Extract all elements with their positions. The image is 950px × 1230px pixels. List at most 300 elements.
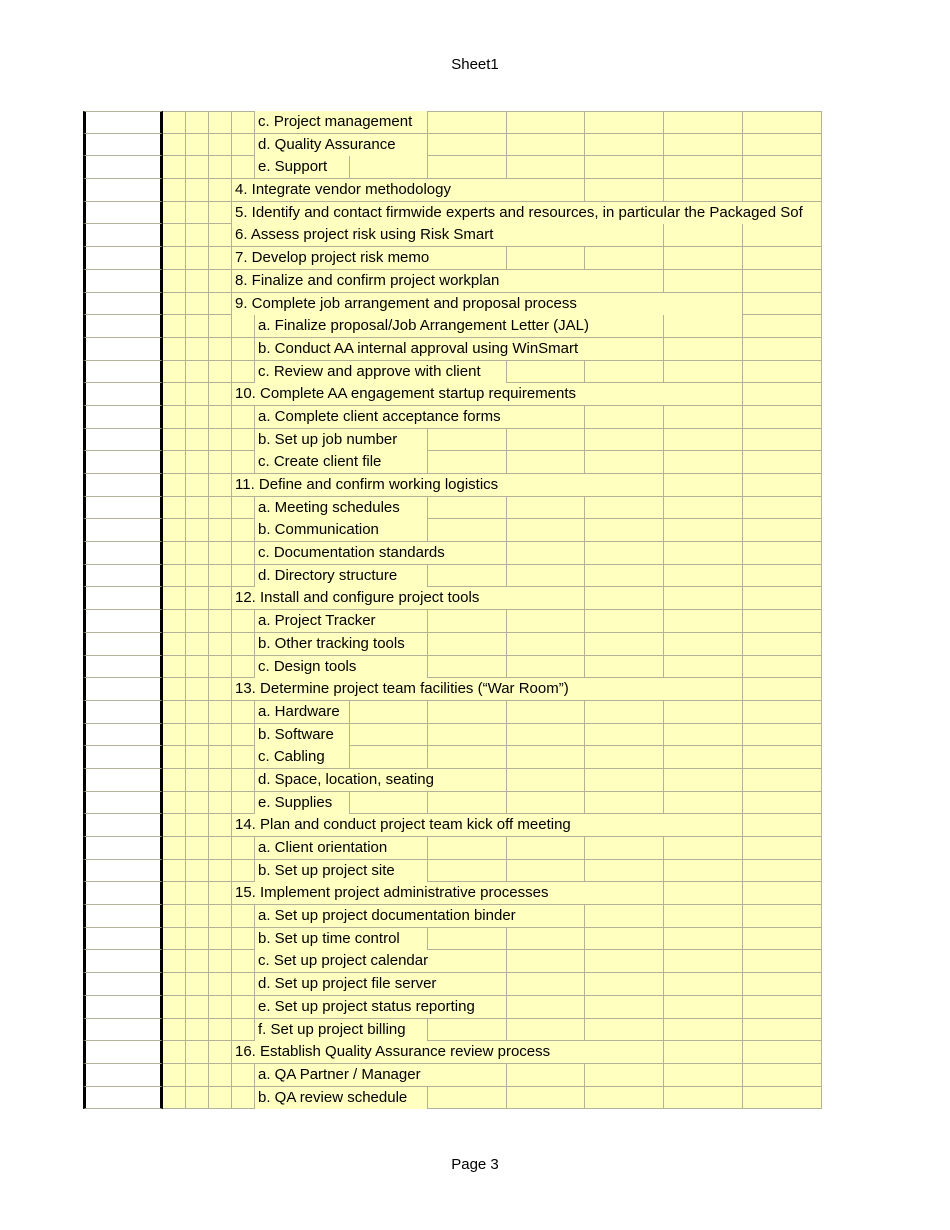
grid-cell[interactable] — [232, 565, 255, 588]
grid-cell[interactable] — [186, 610, 209, 633]
grid-cell[interactable] — [664, 837, 743, 860]
row-label-cell[interactable] — [83, 156, 163, 179]
grid-cell[interactable] — [209, 882, 232, 905]
grid-cell[interactable] — [585, 565, 664, 588]
grid-cell[interactable] — [664, 724, 743, 747]
grid-cell[interactable] — [209, 1064, 232, 1087]
row-label-cell[interactable] — [83, 361, 163, 384]
grid-cell[interactable] — [232, 156, 255, 179]
grid-cell[interactable] — [664, 247, 743, 270]
task-text-cell[interactable]: d. Directory structure — [255, 565, 427, 587]
grid-cell[interactable] — [209, 701, 232, 724]
grid-cell[interactable] — [209, 769, 232, 792]
task-text-cell[interactable]: d. Space, location, seating — [255, 769, 506, 791]
grid-cell[interactable] — [209, 565, 232, 588]
task-text-cell[interactable]: c. Set up project calendar — [255, 950, 506, 972]
grid-cell[interactable] — [664, 429, 743, 452]
grid-cell[interactable] — [163, 928, 186, 951]
grid-cell[interactable] — [163, 633, 186, 656]
grid-cell[interactable] — [186, 814, 209, 837]
grid-cell[interactable] — [186, 293, 209, 316]
row-label-cell[interactable] — [83, 451, 163, 474]
grid-cell[interactable] — [664, 156, 743, 179]
grid-cell[interactable] — [507, 111, 585, 134]
grid-cell[interactable] — [163, 474, 186, 497]
grid-cell[interactable] — [743, 338, 822, 361]
grid-cell[interactable] — [585, 973, 664, 996]
grid-cell[interactable] — [209, 406, 232, 429]
grid-cell[interactable] — [743, 565, 822, 588]
grid-cell[interactable] — [585, 905, 664, 928]
grid-cell[interactable] — [428, 928, 507, 951]
grid-cell[interactable] — [743, 156, 822, 179]
grid-cell[interactable] — [163, 678, 186, 701]
grid-cell[interactable] — [507, 156, 585, 179]
grid-cell[interactable] — [232, 111, 255, 134]
row-label-cell[interactable] — [83, 293, 163, 316]
task-text-cell[interactable]: 5. Identify and contact firmwide experts and resources, in particular the Packaged Sof — [232, 202, 821, 224]
grid-cell[interactable] — [743, 905, 822, 928]
grid-cell[interactable] — [585, 519, 664, 542]
grid-cell[interactable] — [743, 293, 822, 316]
grid-cell[interactable] — [743, 746, 822, 769]
grid-cell[interactable] — [585, 1019, 664, 1042]
grid-cell[interactable] — [664, 406, 743, 429]
grid-cell[interactable] — [664, 542, 743, 565]
task-text-cell[interactable]: a. Finalize proposal/Job Arrangement Letter (JAL) — [255, 315, 663, 337]
grid-cell[interactable] — [232, 134, 255, 157]
task-text-cell[interactable]: a. Set up project documentation binder — [255, 905, 584, 927]
grid-cell[interactable] — [232, 519, 255, 542]
grid-cell[interactable] — [163, 361, 186, 384]
task-text-cell[interactable]: a. Hardware — [255, 701, 349, 723]
row-label-cell[interactable] — [83, 701, 163, 724]
grid-cell[interactable] — [350, 792, 428, 815]
row-label-cell[interactable] — [83, 338, 163, 361]
row-label-cell[interactable] — [83, 610, 163, 633]
grid-cell[interactable] — [232, 633, 255, 656]
grid-cell[interactable] — [743, 519, 822, 542]
row-label-cell[interactable] — [83, 315, 163, 338]
grid-cell[interactable] — [209, 474, 232, 497]
grid-cell[interactable] — [507, 633, 585, 656]
grid-cell[interactable] — [743, 497, 822, 520]
grid-cell[interactable] — [209, 678, 232, 701]
grid-cell[interactable] — [163, 542, 186, 565]
grid-cell[interactable] — [428, 1087, 507, 1110]
task-text-cell[interactable]: 16. Establish Quality Assurance review process — [232, 1041, 663, 1063]
grid-cell[interactable] — [163, 134, 186, 157]
row-label-cell[interactable] — [83, 179, 163, 202]
row-label-cell[interactable] — [83, 497, 163, 520]
grid-cell[interactable] — [743, 361, 822, 384]
grid-cell[interactable] — [186, 338, 209, 361]
grid-cell[interactable] — [743, 837, 822, 860]
grid-cell[interactable] — [163, 429, 186, 452]
grid-cell[interactable] — [209, 361, 232, 384]
row-label-cell[interactable] — [83, 882, 163, 905]
grid-cell[interactable] — [163, 769, 186, 792]
grid-cell[interactable] — [209, 587, 232, 610]
grid-cell[interactable] — [163, 315, 186, 338]
grid-cell[interactable] — [186, 678, 209, 701]
grid-cell[interactable] — [743, 769, 822, 792]
grid-cell[interactable] — [428, 701, 507, 724]
grid-cell[interactable] — [209, 973, 232, 996]
grid-cell[interactable] — [163, 656, 186, 679]
grid-cell[interactable] — [585, 497, 664, 520]
grid-cell[interactable] — [209, 519, 232, 542]
grid-cell[interactable] — [585, 792, 664, 815]
grid-cell[interactable] — [163, 905, 186, 928]
grid-cell[interactable] — [743, 1064, 822, 1087]
grid-cell[interactable] — [664, 497, 743, 520]
grid-cell[interactable] — [209, 656, 232, 679]
grid-cell[interactable] — [186, 587, 209, 610]
grid-cell[interactable] — [186, 542, 209, 565]
grid-cell[interactable] — [163, 519, 186, 542]
grid-cell[interactable] — [743, 973, 822, 996]
grid-cell[interactable] — [507, 451, 585, 474]
grid-cell[interactable] — [209, 724, 232, 747]
grid-cell[interactable] — [664, 973, 743, 996]
task-text-cell[interactable]: a. Complete client acceptance forms — [255, 406, 584, 428]
grid-cell[interactable] — [428, 156, 507, 179]
grid-cell[interactable] — [664, 1041, 743, 1064]
grid-cell[interactable] — [743, 224, 822, 247]
row-label-cell[interactable] — [83, 202, 163, 225]
grid-cell[interactable] — [163, 746, 186, 769]
row-label-cell[interactable] — [83, 1019, 163, 1042]
row-label-cell[interactable] — [83, 406, 163, 429]
grid-cell[interactable] — [232, 837, 255, 860]
grid-cell[interactable] — [664, 338, 743, 361]
grid-cell[interactable] — [232, 361, 255, 384]
task-text-cell[interactable]: c. Documentation standards — [255, 542, 506, 564]
grid-cell[interactable] — [664, 179, 743, 202]
grid-cell[interactable] — [743, 1041, 822, 1064]
grid-cell[interactable] — [428, 1019, 507, 1042]
grid-cell[interactable] — [428, 429, 507, 452]
grid-cell[interactable] — [163, 270, 186, 293]
grid-cell[interactable] — [664, 769, 743, 792]
grid-cell[interactable] — [163, 882, 186, 905]
grid-cell[interactable] — [209, 202, 232, 225]
grid-cell[interactable] — [743, 724, 822, 747]
grid-cell[interactable] — [186, 519, 209, 542]
grid-cell[interactable] — [186, 565, 209, 588]
row-label-cell[interactable] — [83, 678, 163, 701]
grid-cell[interactable] — [664, 701, 743, 724]
grid-cell[interactable] — [585, 429, 664, 452]
grid-cell[interactable] — [743, 610, 822, 633]
grid-cell[interactable] — [232, 610, 255, 633]
grid-cell[interactable] — [507, 1019, 585, 1042]
task-text-cell[interactable]: b. Software — [255, 724, 349, 746]
grid-cell[interactable] — [664, 860, 743, 883]
task-text-cell[interactable]: c. Cabling — [255, 746, 349, 768]
grid-cell[interactable] — [186, 134, 209, 157]
task-text-cell[interactable]: 13. Determine project team facilities (“War Room”) — [232, 678, 742, 700]
grid-cell[interactable] — [209, 429, 232, 452]
grid-cell[interactable] — [585, 769, 664, 792]
row-label-cell[interactable] — [83, 837, 163, 860]
grid-cell[interactable] — [232, 406, 255, 429]
grid-cell[interactable] — [163, 837, 186, 860]
grid-cell[interactable] — [585, 1064, 664, 1087]
grid-cell[interactable] — [209, 270, 232, 293]
grid-cell[interactable] — [585, 361, 664, 384]
grid-cell[interactable] — [428, 111, 507, 134]
grid-cell[interactable] — [585, 247, 664, 270]
grid-cell[interactable] — [743, 451, 822, 474]
grid-cell[interactable] — [232, 497, 255, 520]
task-text-cell[interactable]: c. Review and approve with client — [255, 361, 506, 383]
grid-cell[interactable] — [585, 111, 664, 134]
task-text-cell[interactable]: b. Set up job number — [255, 429, 427, 451]
grid-cell[interactable] — [664, 950, 743, 973]
grid-cell[interactable] — [209, 247, 232, 270]
grid-cell[interactable] — [743, 111, 822, 134]
grid-cell[interactable] — [585, 134, 664, 157]
grid-cell[interactable] — [163, 565, 186, 588]
grid-cell[interactable] — [664, 361, 743, 384]
row-label-cell[interactable] — [83, 724, 163, 747]
grid-cell[interactable] — [743, 882, 822, 905]
grid-cell[interactable] — [186, 769, 209, 792]
grid-cell[interactable] — [743, 406, 822, 429]
grid-cell[interactable] — [232, 860, 255, 883]
grid-cell[interactable] — [428, 633, 507, 656]
row-label-cell[interactable] — [83, 905, 163, 928]
grid-cell[interactable] — [585, 746, 664, 769]
grid-cell[interactable] — [186, 202, 209, 225]
grid-cell[interactable] — [585, 837, 664, 860]
task-text-cell[interactable]: e. Supplies — [255, 792, 349, 814]
row-label-cell[interactable] — [83, 814, 163, 837]
grid-cell[interactable] — [163, 293, 186, 316]
grid-cell[interactable] — [743, 383, 822, 406]
row-label-cell[interactable] — [83, 928, 163, 951]
task-text-cell[interactable]: c. Project management — [255, 111, 427, 133]
grid-cell[interactable] — [743, 656, 822, 679]
grid-cell[interactable] — [507, 701, 585, 724]
grid-cell[interactable] — [585, 451, 664, 474]
grid-cell[interactable] — [585, 156, 664, 179]
grid-cell[interactable] — [186, 361, 209, 384]
grid-cell[interactable] — [585, 587, 664, 610]
grid-cell[interactable] — [743, 270, 822, 293]
grid-cell[interactable] — [209, 792, 232, 815]
grid-cell[interactable] — [232, 950, 255, 973]
grid-cell[interactable] — [209, 315, 232, 338]
grid-cell[interactable] — [428, 792, 507, 815]
task-text-cell[interactable]: 14. Plan and conduct project team kick off meeting — [232, 814, 742, 836]
grid-cell[interactable] — [209, 905, 232, 928]
grid-cell[interactable] — [186, 474, 209, 497]
row-label-cell[interactable] — [83, 1041, 163, 1064]
row-label-cell[interactable] — [83, 224, 163, 247]
row-label-cell[interactable] — [83, 746, 163, 769]
grid-cell[interactable] — [350, 724, 428, 747]
task-text-cell[interactable]: 11. Define and confirm working logistics — [232, 474, 663, 496]
grid-cell[interactable] — [507, 656, 585, 679]
grid-cell[interactable] — [507, 860, 585, 883]
grid-cell[interactable] — [743, 633, 822, 656]
row-label-cell[interactable] — [83, 633, 163, 656]
task-text-cell[interactable]: 10. Complete AA engagement startup requirements — [232, 383, 742, 405]
grid-cell[interactable] — [163, 1064, 186, 1087]
row-label-cell[interactable] — [83, 247, 163, 270]
grid-cell[interactable] — [507, 610, 585, 633]
grid-cell[interactable] — [232, 338, 255, 361]
grid-cell[interactable] — [507, 519, 585, 542]
grid-cell[interactable] — [232, 1019, 255, 1042]
grid-cell[interactable] — [585, 542, 664, 565]
grid-cell[interactable] — [507, 973, 585, 996]
task-text-cell[interactable]: b. Other tracking tools — [255, 633, 427, 655]
row-label-cell[interactable] — [83, 1087, 163, 1110]
grid-cell[interactable] — [232, 996, 255, 1019]
grid-cell[interactable] — [428, 860, 507, 883]
grid-cell[interactable] — [664, 1064, 743, 1087]
grid-cell[interactable] — [163, 111, 186, 134]
grid-cell[interactable] — [585, 610, 664, 633]
row-label-cell[interactable] — [83, 270, 163, 293]
grid-cell[interactable] — [664, 587, 743, 610]
grid-cell[interactable] — [163, 338, 186, 361]
grid-cell[interactable] — [585, 996, 664, 1019]
task-text-cell[interactable]: c. Create client file — [255, 451, 427, 473]
grid-cell[interactable] — [507, 928, 585, 951]
task-text-cell[interactable]: 15. Implement project administrative processes — [232, 882, 663, 904]
grid-cell[interactable] — [507, 996, 585, 1019]
row-label-cell[interactable] — [83, 519, 163, 542]
grid-cell[interactable] — [186, 792, 209, 815]
grid-cell[interactable] — [507, 361, 585, 384]
row-label-cell[interactable] — [83, 542, 163, 565]
task-text-cell[interactable]: e. Set up project status reporting — [255, 996, 506, 1018]
row-label-cell[interactable] — [83, 769, 163, 792]
grid-cell[interactable] — [507, 792, 585, 815]
grid-cell[interactable] — [232, 769, 255, 792]
grid-cell[interactable] — [664, 633, 743, 656]
grid-cell[interactable] — [163, 860, 186, 883]
grid-cell[interactable] — [186, 724, 209, 747]
row-label-cell[interactable] — [83, 792, 163, 815]
grid-cell[interactable] — [186, 701, 209, 724]
grid-cell[interactable] — [232, 701, 255, 724]
grid-cell[interactable] — [209, 451, 232, 474]
grid-cell[interactable] — [743, 134, 822, 157]
grid-cell[interactable] — [664, 474, 743, 497]
grid-cell[interactable] — [209, 633, 232, 656]
grid-cell[interactable] — [209, 1041, 232, 1064]
grid-cell[interactable] — [232, 656, 255, 679]
task-text-cell[interactable]: 7. Develop project risk memo — [232, 247, 506, 269]
task-text-cell[interactable]: a. Project Tracker — [255, 610, 427, 632]
grid-cell[interactable] — [743, 792, 822, 815]
grid-cell[interactable] — [209, 224, 232, 247]
grid-cell[interactable] — [163, 179, 186, 202]
grid-cell[interactable] — [743, 179, 822, 202]
grid-cell[interactable] — [664, 519, 743, 542]
grid-cell[interactable] — [743, 996, 822, 1019]
row-label-cell[interactable] — [83, 587, 163, 610]
grid-cell[interactable] — [209, 837, 232, 860]
task-text-cell[interactable]: d. Quality Assurance — [255, 134, 427, 156]
grid-cell[interactable] — [232, 746, 255, 769]
grid-cell[interactable] — [743, 860, 822, 883]
grid-cell[interactable] — [743, 814, 822, 837]
grid-cell[interactable] — [664, 792, 743, 815]
grid-cell[interactable] — [209, 497, 232, 520]
grid-cell[interactable] — [743, 928, 822, 951]
task-text-cell[interactable]: c. Design tools — [255, 656, 427, 678]
grid-cell[interactable] — [428, 565, 507, 588]
grid-cell[interactable] — [209, 179, 232, 202]
grid-cell[interactable] — [507, 247, 585, 270]
grid-cell[interactable] — [585, 406, 664, 429]
row-label-cell[interactable] — [83, 383, 163, 406]
grid-cell[interactable] — [163, 587, 186, 610]
grid-cell[interactable] — [664, 1087, 743, 1110]
grid-cell[interactable] — [163, 724, 186, 747]
grid-cell[interactable] — [186, 656, 209, 679]
grid-cell[interactable] — [163, 814, 186, 837]
grid-cell[interactable] — [743, 587, 822, 610]
row-label-cell[interactable] — [83, 950, 163, 973]
task-text-cell[interactable]: 6. Assess project risk using Risk Smart — [232, 224, 663, 246]
grid-cell[interactable] — [428, 519, 507, 542]
grid-cell[interactable] — [163, 1041, 186, 1064]
grid-cell[interactable] — [507, 429, 585, 452]
task-text-cell[interactable]: f. Set up project billing — [255, 1019, 427, 1041]
grid-cell[interactable] — [507, 1087, 585, 1110]
grid-cell[interactable] — [232, 429, 255, 452]
grid-cell[interactable] — [232, 928, 255, 951]
grid-cell[interactable] — [507, 950, 585, 973]
grid-cell[interactable] — [163, 247, 186, 270]
grid-cell[interactable] — [507, 724, 585, 747]
grid-cell[interactable] — [585, 860, 664, 883]
grid-cell[interactable] — [209, 928, 232, 951]
grid-cell[interactable] — [163, 497, 186, 520]
task-text-cell[interactable]: b. Conduct AA internal approval using WinSmart — [255, 338, 663, 360]
grid-cell[interactable] — [743, 429, 822, 452]
grid-cell[interactable] — [209, 134, 232, 157]
grid-cell[interactable] — [428, 837, 507, 860]
grid-cell[interactable] — [209, 383, 232, 406]
task-text-cell[interactable]: b. Set up time control — [255, 928, 427, 950]
row-label-cell[interactable] — [83, 429, 163, 452]
grid-cell[interactable] — [664, 746, 743, 769]
row-label-cell[interactable] — [83, 996, 163, 1019]
grid-cell[interactable] — [209, 950, 232, 973]
grid-cell[interactable] — [350, 746, 428, 769]
task-text-cell[interactable]: a. Meeting schedules — [255, 497, 427, 519]
grid-cell[interactable] — [209, 746, 232, 769]
grid-cell[interactable] — [232, 542, 255, 565]
grid-cell[interactable] — [507, 769, 585, 792]
grid-cell[interactable] — [743, 701, 822, 724]
grid-cell[interactable] — [209, 1087, 232, 1110]
grid-cell[interactable] — [232, 973, 255, 996]
grid-cell[interactable] — [585, 179, 664, 202]
grid-cell[interactable] — [743, 1087, 822, 1110]
grid-cell[interactable] — [232, 1064, 255, 1087]
grid-cell[interactable] — [186, 1019, 209, 1042]
